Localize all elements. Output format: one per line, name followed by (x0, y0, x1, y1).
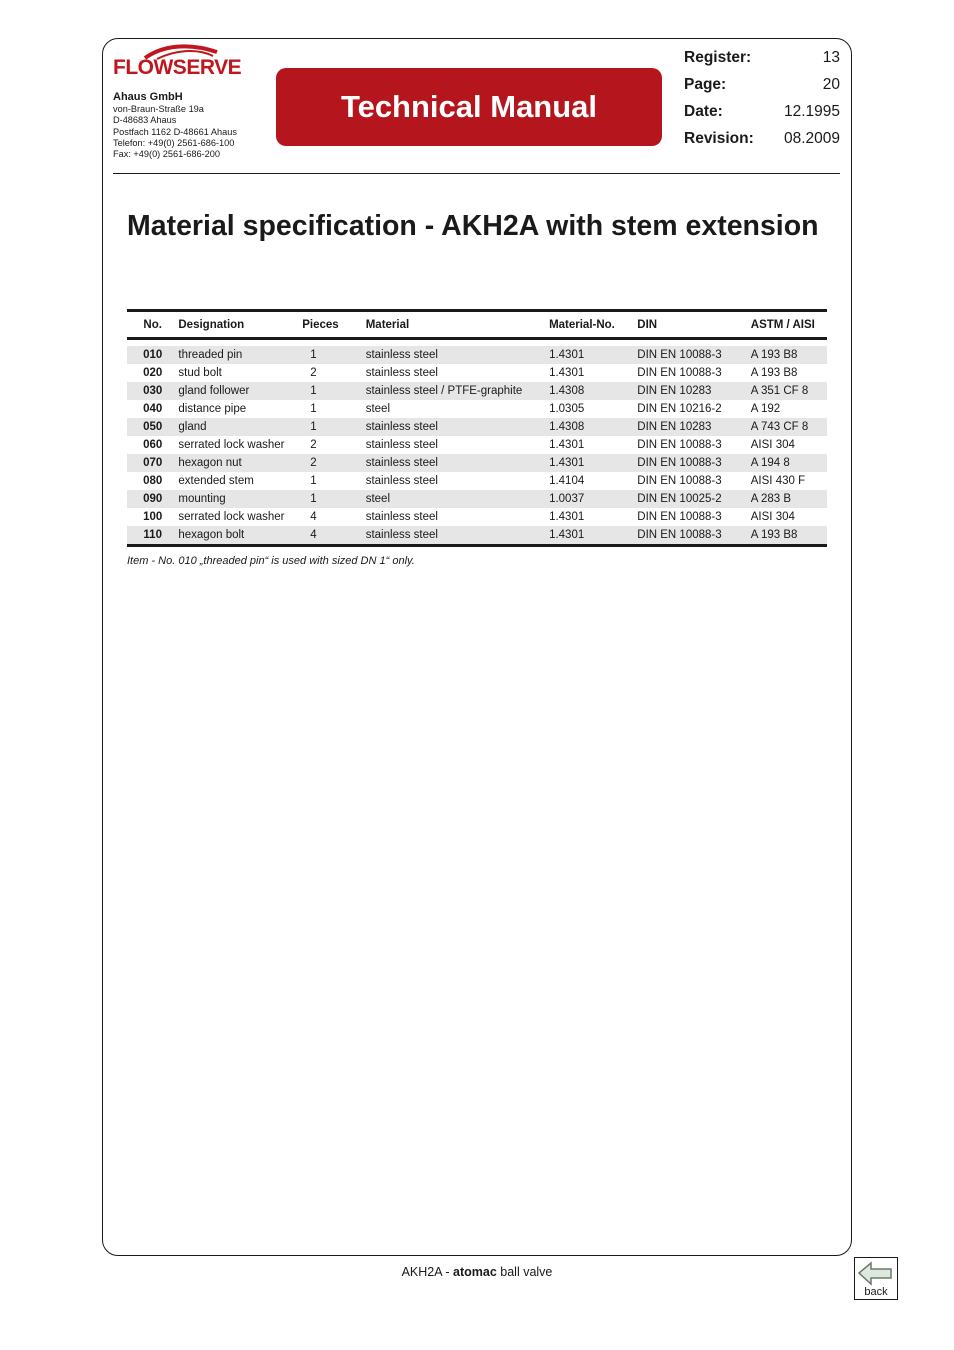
logo-text: FLOWSERVE (113, 56, 242, 79)
table-row (127, 526, 827, 546)
table-header-row (127, 311, 827, 339)
cell-designation: extended stem (178, 475, 254, 487)
meta-value: 08.2009 (783, 130, 840, 147)
col-header-din: DIN (637, 318, 658, 331)
cell-din: DIN EN 10088-3 (637, 475, 722, 487)
cell-astm: A 192 (750, 403, 781, 415)
company-name: Ahaus GmbH (113, 91, 183, 103)
cell-material: stainless steel (365, 511, 438, 523)
cell-din: DIN EN 10283 (637, 418, 751, 436)
cell-din: DIN EN 10025-2 (637, 490, 751, 508)
cell-material-no: 1.4104 (549, 475, 585, 487)
table-spacer-cell (127, 339, 827, 347)
cell-din: DIN EN 10088-3 (637, 454, 751, 472)
col-header-material: Material (365, 318, 410, 331)
cell-material: stainless steel (366, 454, 549, 472)
table-spacer (127, 339, 827, 347)
cell-no: 090 (127, 490, 178, 508)
meta-label: Register: (684, 49, 752, 66)
cell-designation: hexagon bolt (178, 526, 302, 546)
cell-pieces: 2 (302, 454, 365, 472)
address-line: Fax: +49(0) 2561-686-200 (113, 149, 221, 160)
cell-material: steel (365, 403, 391, 415)
cell-din: DIN EN 10088-3 (637, 511, 722, 523)
cell-din: DIN EN 10216-2 (637, 403, 722, 415)
cell-din: DIN EN 10088-3 (637, 346, 751, 364)
cell-material-no: 1.0037 (549, 490, 637, 508)
cell-material-no: 1.4301 (549, 346, 637, 364)
flowserve-logo (113, 44, 245, 90)
document-meta (684, 44, 840, 152)
cell-designation: serrated lock washer (178, 511, 285, 523)
address-line: D-48683 Ahaus (113, 115, 177, 126)
cell-material: steel (366, 490, 549, 508)
cell-no: 060 (143, 439, 163, 451)
cell-designation: gland (178, 418, 302, 436)
cell-material-no: 1.4301 (549, 439, 585, 451)
back-button[interactable] (854, 1257, 898, 1300)
cell-pieces: 1 (302, 346, 365, 364)
cell-astm: A 194 8 (751, 454, 827, 472)
cell-designation: hexagon nut (178, 454, 302, 472)
cell-designation: threaded pin (178, 346, 302, 364)
footer-prefix: AKH2A - (401, 1265, 454, 1279)
table-row (127, 382, 827, 400)
cell-designation: stud bolt (178, 367, 222, 379)
col-header-pieces: Pieces (302, 318, 339, 331)
cell-pieces: 1 (310, 475, 317, 487)
technical-manual-banner: Technical Manual (276, 68, 662, 146)
cell-astm: A 743 CF 8 (751, 418, 827, 436)
page-footer (0, 1265, 954, 1279)
footer-brand: atomac (453, 1265, 497, 1279)
col-header-astm: ASTM / AISI (750, 318, 815, 331)
col-header-material-no: Material-No. (549, 318, 615, 331)
cell-pieces: 1 (310, 403, 317, 415)
cell-material-no: 1.4301 (549, 511, 585, 523)
table-row (127, 436, 827, 454)
cell-designation: mounting (178, 490, 302, 508)
col-header-no: No. (143, 318, 162, 331)
cell-material: stainless steel (366, 418, 549, 436)
address-line: von-Braun-Straße 19a (113, 104, 204, 114)
meta-value: 20 (822, 76, 840, 93)
address-line: Postfach 1162 D-48661 Ahaus (113, 126, 237, 137)
cell-material: stainless steel (365, 367, 438, 379)
footer-suffix: ball valve (496, 1265, 553, 1279)
cell-astm: A 193 B8 (751, 346, 827, 364)
cell-material-no: 1.4301 (549, 454, 637, 472)
meta-label: Date: (684, 103, 723, 120)
cell-astm: A 283 B (751, 490, 827, 508)
cell-material-no: 1.0305 (549, 403, 585, 415)
meta-value: 12.1995 (783, 103, 840, 120)
cell-pieces: 1 (302, 382, 365, 400)
cell-material: stainless steel (366, 526, 549, 546)
meta-label: Revision: (684, 130, 754, 147)
cell-din: DIN EN 10088-3 (637, 367, 722, 379)
cell-no: 070 (127, 454, 178, 472)
cell-material-no: 1.4308 (549, 382, 637, 400)
cell-din: DIN EN 10088-3 (637, 526, 751, 546)
cell-no: 050 (127, 418, 178, 436)
cell-pieces: 2 (310, 367, 317, 379)
cell-pieces: 1 (302, 490, 365, 508)
cell-no: 080 (143, 475, 163, 487)
cell-designation: gland follower (178, 382, 302, 400)
cell-material: stainless steel (365, 439, 438, 451)
cell-no: 020 (143, 367, 163, 379)
cell-pieces: 1 (302, 418, 365, 436)
meta-register (684, 44, 840, 71)
cell-material: stainless steel (365, 475, 438, 487)
page-title: Material specification - AKH2A with stem extension (127, 210, 819, 242)
table-row (127, 454, 827, 472)
header-divider (113, 173, 840, 174)
cell-material-no: 1.4301 (549, 367, 585, 379)
company-address (113, 91, 237, 160)
cell-material-no: 1.4301 (549, 526, 637, 546)
cell-din: DIN EN 10088-3 (637, 439, 722, 451)
cell-no: 040 (143, 403, 163, 415)
cell-material: stainless steel / PTFE-graphite (366, 382, 549, 400)
table-row (127, 472, 827, 490)
cell-astm: A 351 CF 8 (751, 382, 827, 400)
address-line: Telefon: +49(0) 2561-686-100 (113, 137, 235, 148)
cell-din: DIN EN 10283 (637, 382, 751, 400)
table-row (127, 364, 827, 382)
meta-revision (684, 125, 840, 152)
meta-date (684, 98, 840, 125)
cell-designation: distance pipe (178, 403, 247, 415)
meta-label: Page: (684, 76, 727, 93)
cell-no: 100 (143, 511, 163, 523)
cell-astm: A 193 B8 (751, 526, 827, 546)
cell-pieces: 4 (302, 526, 365, 546)
cell-no: 030 (127, 382, 178, 400)
table-note: Item - No. 010 „threaded pin“ is used with sized DN 1“ only. (127, 555, 415, 567)
cell-material-no: 1.4308 (549, 418, 637, 436)
material-table (127, 309, 827, 547)
back-arrow-icon (855, 1260, 897, 1288)
table-row (127, 418, 827, 436)
cell-pieces: 4 (310, 511, 317, 523)
table-row (127, 490, 827, 508)
cell-astm: AISI 304 (750, 511, 795, 523)
table-row (127, 400, 827, 418)
cell-designation: serrated lock washer (178, 439, 285, 451)
table-row (127, 508, 827, 526)
col-header-designation: Designation (178, 318, 245, 331)
cell-astm: AISI 430 F (750, 475, 806, 487)
cell-no: 110 (127, 526, 178, 546)
table-row (127, 346, 827, 364)
cell-astm: AISI 304 (750, 439, 795, 451)
cell-material: stainless steel (366, 346, 549, 364)
meta-value: 13 (822, 49, 840, 66)
meta-page (684, 71, 840, 98)
cell-astm: A 193 B8 (750, 367, 798, 379)
cell-pieces: 2 (310, 439, 317, 451)
cell-no: 010 (127, 346, 178, 364)
back-label: back (864, 1286, 888, 1298)
